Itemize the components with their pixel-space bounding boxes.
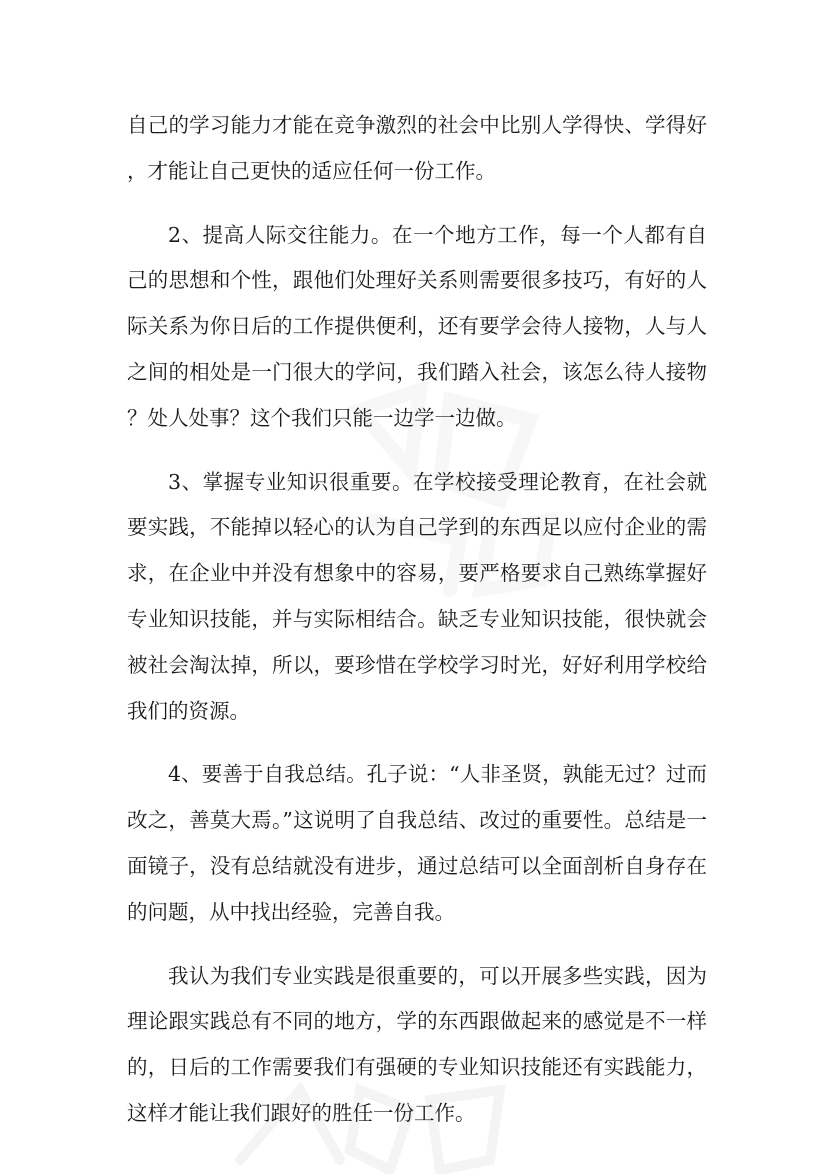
- paragraph: 我认为我们专业实践是很重要的，可以开展多些实践，因为理论跟实践总有不同的地方，学的东西跟做起来的感觉是不一样的，日后的工作需要我们有强硬的专业知识技能还有实践能力，这样才能让我们跟好的胜任一份工作。: [127, 963, 707, 1125]
- document-body: [127, 103, 707, 1137]
- paragraph: 2、提高人际交往能力。在一个地方工作，每一个人都有自己的思想和个性，跟他们处理好关系则需要很多技巧，有好的人际关系为你日后的工作提供便利，还有要学会待人接物，人与人之间的相处是一门很大的学问，我们踏入社会，该怎么待人接物？处人处事？这个我们只能一边学一边做。: [127, 222, 707, 430]
- paragraph: 自己的学习能力才能在竞争激烈的社会中比别人学得快、学得好，才能让自己更快的适应任何一份工作。: [127, 113, 707, 183]
- paragraph: 3、掌握专业知识很重要。在学校接受理论教育，在社会就要实践，不能掉以轻心的认为自己学到的东西足以应付企业的需求，在企业中并没有想象中的容易，要严格要求自己熟练掌握好专业知识技能，并与实际相结合。缺乏专业知识技能，很快就会被社会淘汰掉，所以，要珍惜在学校学习时光，好好利用学校给我们的资源。: [127, 469, 707, 723]
- paragraph: 4、要善于自我总结。孔子说：“人非圣贤，孰能无过？过而改之，善莫大焉。”这说明了自我总结、改过的重要性。总结是一面镜子，没有总结就没有进步，通过总结可以全面剖析自身存在的问题，从中找出经验，完善自我。: [127, 762, 707, 924]
